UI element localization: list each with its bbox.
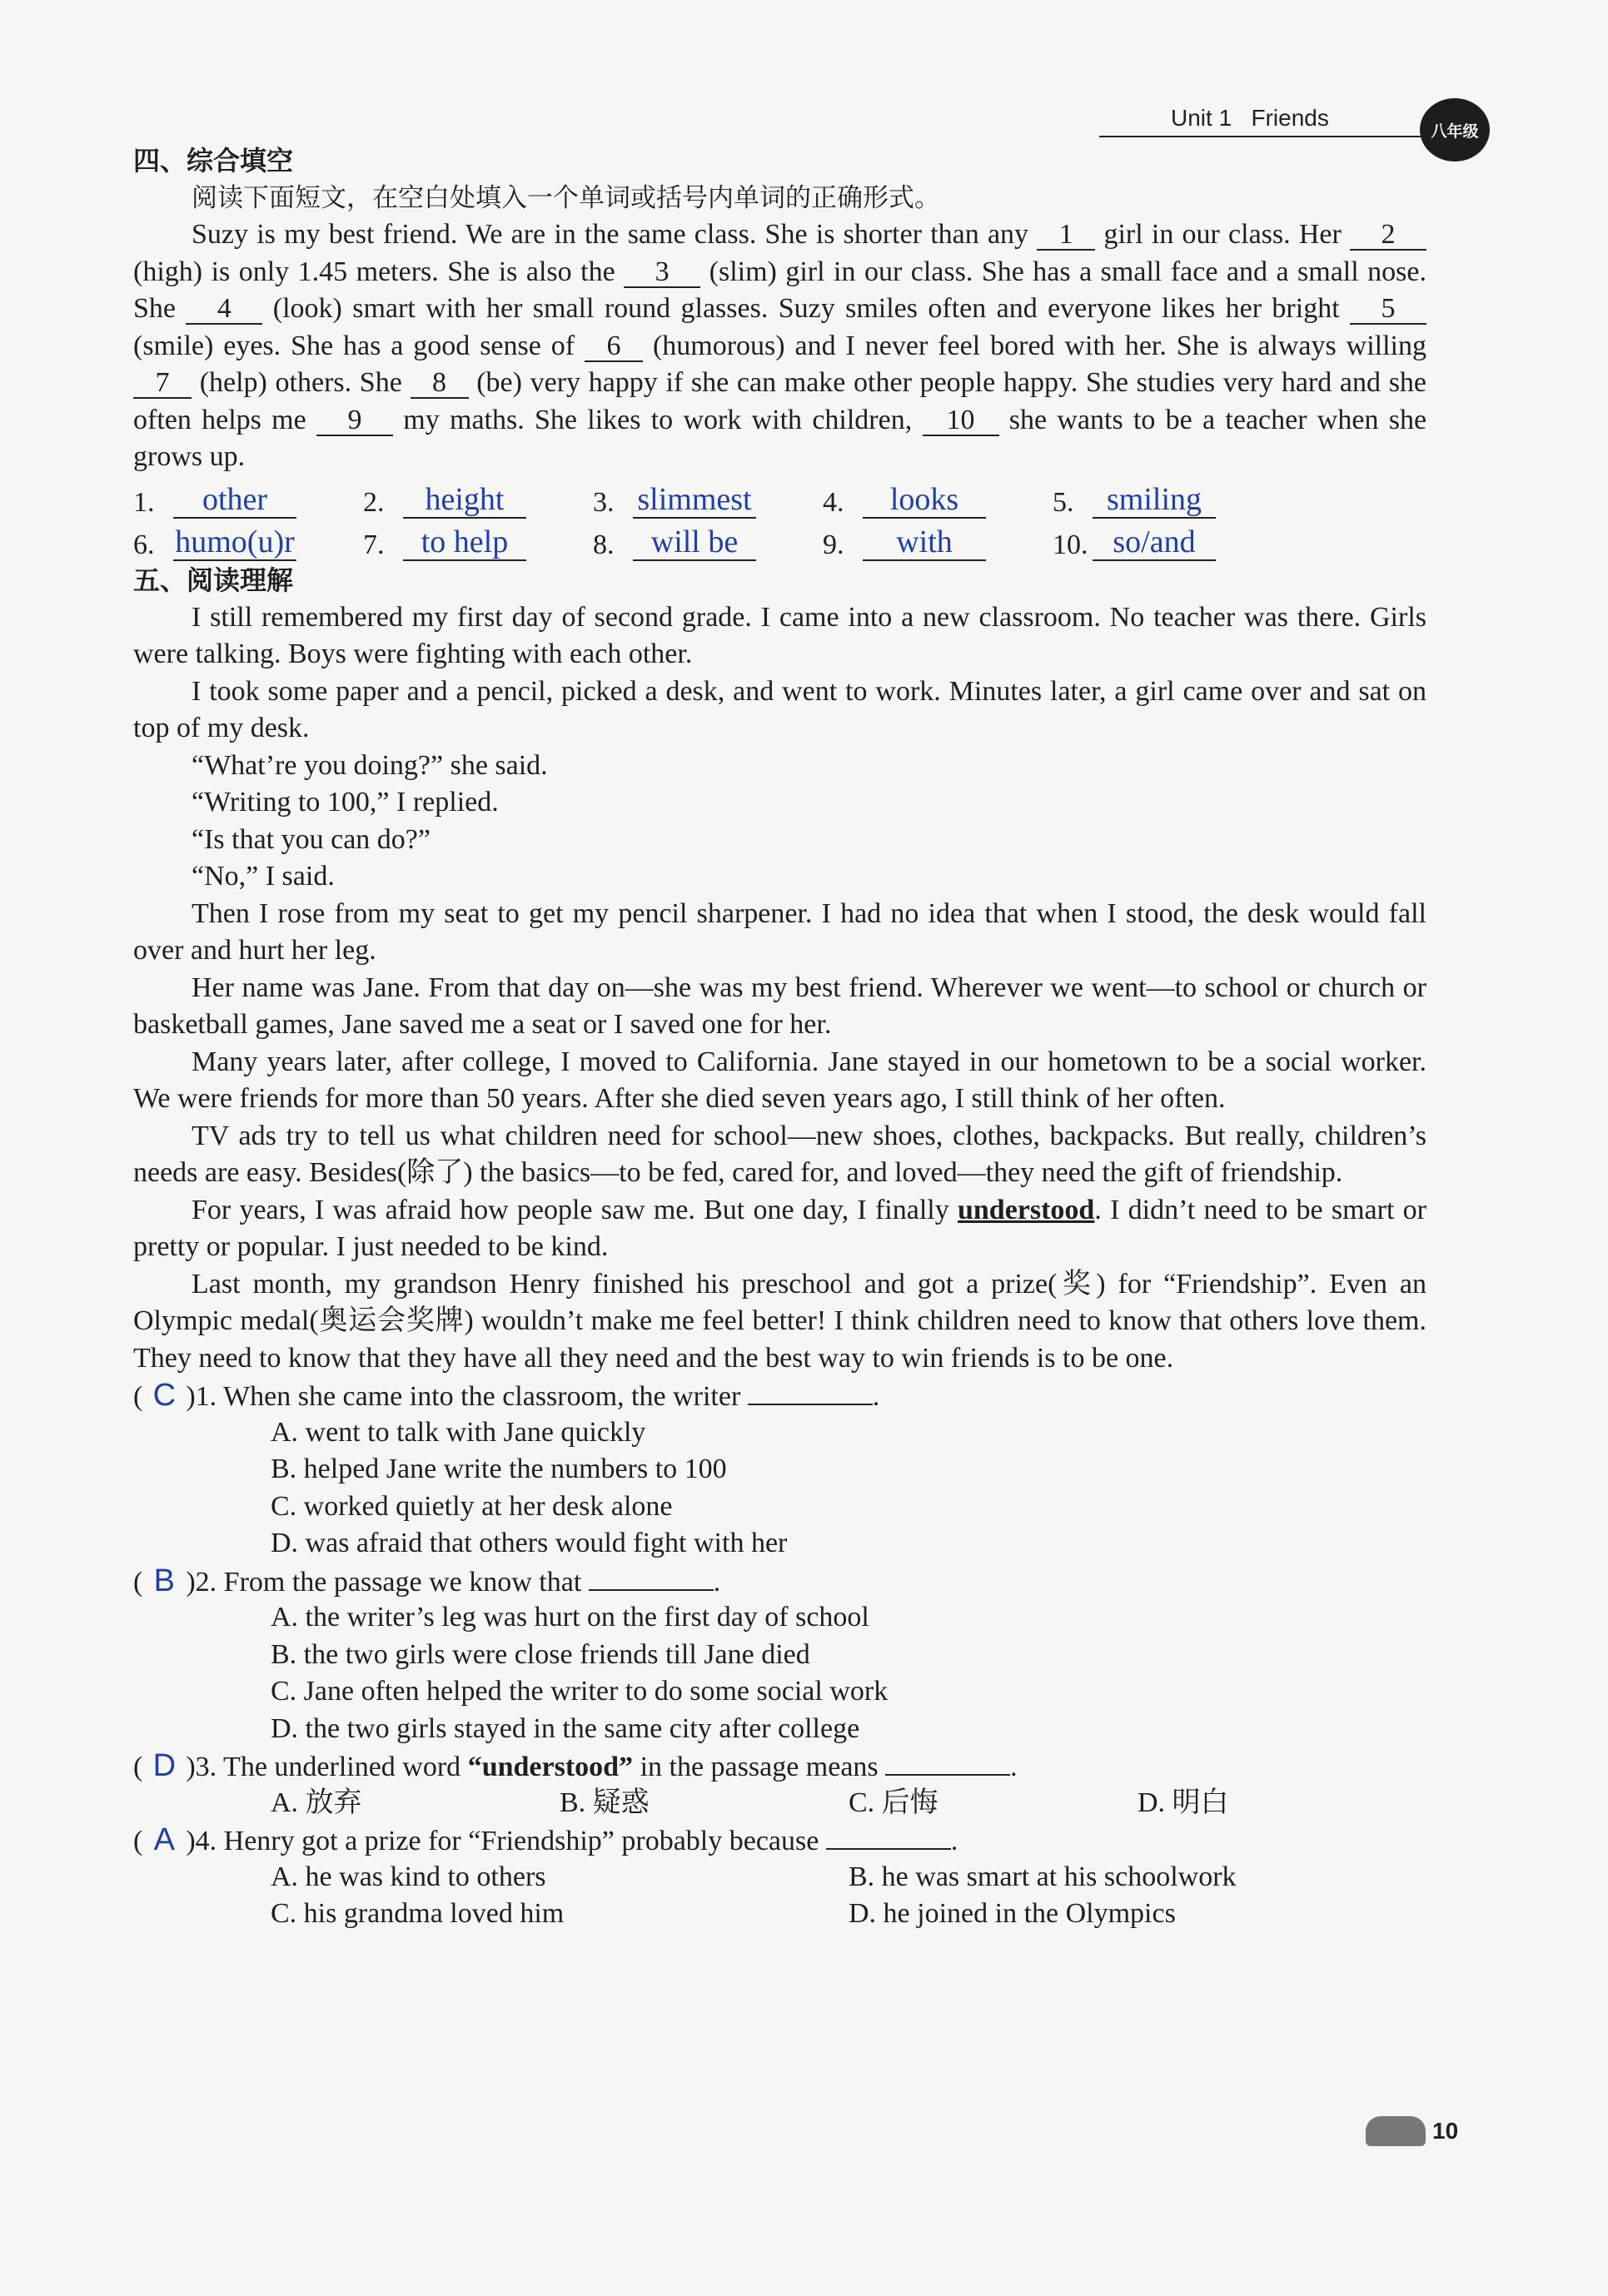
underlined-word: understood — [957, 1194, 1095, 1225]
answer-blank — [885, 1749, 1010, 1776]
option: A. went to talk with Jane quickly — [271, 1416, 646, 1448]
option: C. 后悔 — [849, 1787, 938, 1818]
option: D. the two girls stayed in the same city after college — [271, 1712, 860, 1744]
grade-badge-icon: 八年级 — [1420, 98, 1490, 162]
answer-item: 1. other — [133, 482, 363, 519]
question-answer: A — [153, 1822, 175, 1857]
answer-key — [133, 476, 1426, 561]
option: C. his grandma loved him — [271, 1898, 565, 1929]
option: A. he was kind to others — [271, 1861, 546, 1892]
option-row — [133, 1859, 1426, 1896]
option: A. the writer’s leg was hurt on the first day of school — [271, 1602, 869, 1633]
question-answer: D — [152, 1748, 177, 1783]
reading-paragraph: “Is that you can do?” — [192, 823, 431, 855]
reading-paragraph: For years, I was afraid how people saw me. But one day, I finally understood. I didn’t need to be smart or pretty or popular. I just needed to be kind. — [133, 1194, 1426, 1262]
option: C. worked quietly at her desk alone — [271, 1490, 673, 1522]
question-2: ( B )2. From the passage we know that . A. the writer’s leg was hurt on the first day of school B. the two girls were close friends till Jane died C. Jane often helped the writer to do some social work D. the two girls stayed in the same city after college — [133, 1563, 1426, 1748]
answer-item: 4. looks — [823, 482, 1053, 519]
reading-paragraph: Then I rose from my seat to get my pencil sharpener. I had no idea that when I stood, the desk would fall over and hurt her leg. — [133, 897, 1426, 966]
answer-blank — [748, 1379, 873, 1405]
blank-10: 10 — [923, 406, 999, 436]
cloze-passage: Suzy is my best friend. We are in the same class. She is shorter than any 1 girl in our class. Her 2 (high) is only 1.45 meters. She is also the 3 (slim) girl in our class. She has a small face and a small nose. She 4 (look) smart with her small round glasses. Suzy smiles often and everyone likes her bright 5 (smile) eyes. She has a good sense of 6 (humorous) and I never feel bored with her. She is always willing 7 (help) others. She 8 (be) very happy if she can make other people happy. She studies very hard and she often helps me 9 my maths. She likes to work with children, 10 she wants to be a teacher when she grows up. — [133, 219, 1427, 472]
reading-paragraph: TV ads try to tell us what children need for school—new shoes, clothes, backpacks. But really, children’s needs are easy. Besides(除了) the basics—to be fed, cared for, and loved—they need the gift of friendship. — [133, 1120, 1426, 1188]
reading-paragraph: “What’re you doing?” she said. — [192, 749, 548, 781]
answer-item: 3. slimmest — [593, 482, 823, 519]
section4-heading: 四、综合填空 — [133, 145, 294, 176]
answer-item: 7. to help — [363, 524, 593, 561]
option-row — [133, 1785, 1426, 1822]
option: D. was afraid that others would fight with her — [271, 1528, 788, 1558]
quoted-word: “understood” — [467, 1752, 634, 1782]
blank-4: 4 — [186, 295, 262, 325]
blank-8: 8 — [411, 369, 469, 399]
blank-7: 7 — [133, 369, 192, 399]
answer-blank — [589, 1564, 714, 1591]
section5-heading: 五、阅读理解 — [133, 564, 294, 596]
question-4: ( A )4. Henry got a prize for “Friendship” probably because . A. he was kind to others B. he was smart at his schoolwork C. his grandma loved him D. he joined in the Olympics — [133, 1821, 1426, 1933]
option: B. he was smart at his schoolwork — [849, 1861, 1237, 1892]
blank-6: 6 — [585, 332, 643, 362]
header-rule — [1099, 136, 1424, 137]
reading-paragraph: I took some paper and a pencil, picked a desk, and went to work. Minutes later, a girl came over and sat on top of my desk. — [133, 675, 1426, 743]
option-row — [133, 1896, 1426, 1933]
reading-paragraph: “No,” I said. — [192, 861, 335, 892]
unit-title: Unit 1 Friends — [1171, 105, 1329, 131]
answer-item: 8. will be — [593, 524, 823, 561]
option: A. 放弃 — [271, 1787, 362, 1818]
option: B. the two girls were close friends till Jane died — [271, 1638, 810, 1670]
answer-item: 6. humo(u)r — [133, 524, 363, 561]
answer-item: 5. smiling — [1053, 482, 1282, 519]
answer-item: 9. with — [823, 524, 1053, 561]
reading-paragraph: Her name was Jane. From that day on—she was my best friend. Wherever we went—to school or church or basketball games, Jane saved me a seat or I saved one for her. — [133, 972, 1426, 1040]
blank-3: 3 — [624, 258, 700, 288]
blank-2: 2 — [1350, 221, 1426, 251]
main-content — [133, 142, 1426, 1933]
question-answer: B — [153, 1563, 175, 1598]
footer-ornament-icon — [1366, 2116, 1426, 2146]
question-answer: C — [152, 1378, 177, 1413]
page-number: 10 — [1366, 2116, 1458, 2146]
answer-item: 10. so/and — [1053, 524, 1282, 561]
blank-5: 5 — [1350, 295, 1426, 325]
answer-item: 2. height — [363, 482, 593, 519]
option: D. he joined in the Olympics — [849, 1898, 1176, 1929]
blank-9: 9 — [316, 406, 393, 436]
option: B. helped Jane write the numbers to 100 — [271, 1454, 727, 1484]
option: B. 疑惑 — [560, 1787, 650, 1818]
blank-1: 1 — [1037, 221, 1095, 251]
reading-paragraph: I still remembered my first day of second grade. I came into a new classroom. No teacher was there. Girls were talking. Boys were fighting with each other. — [133, 601, 1426, 669]
question-1: ( C )1. When she came into the classroom, the writer . A. went to talk with Jane quickly B. helped Jane write the numbers to 100 C. worked quietly at her desk alone D. was afraid that others would fight with her — [133, 1377, 1426, 1563]
reading-paragraph: Many years later, after college, I moved to California. Jane stayed in our hometown to be a social worker. We were friends for more than 50 years. After she died seven years ago, I still think of her often. — [133, 1046, 1426, 1114]
section4-instruction: 阅读下面短文，在空白处填入一个单词或括号内单词的正确形式。 — [192, 183, 940, 213]
option: C. Jane often helped the writer to do some social work — [271, 1676, 889, 1707]
answer-row — [133, 476, 1426, 519]
answer-blank — [826, 1823, 951, 1850]
reading-paragraph: “Writing to 100,” I replied. — [192, 787, 499, 818]
option: D. 明白 — [1138, 1787, 1229, 1818]
question-3: ( D )3. The underlined word “understood” in the passage means . A. 放弃 B. 疑惑 C. 后悔 D. 明白 — [133, 1747, 1426, 1821]
answer-row — [133, 519, 1426, 561]
reading-paragraph: Last month, my grandson Henry finished his preschool and got a prize(奖) for “Friendship”. Even an Olympic medal(奥运会奖牌) wouldn’t make me feel better! I think children need to know that others love them. They need to know that they have all they need and the best way to win friends is to be one. — [133, 1268, 1426, 1374]
